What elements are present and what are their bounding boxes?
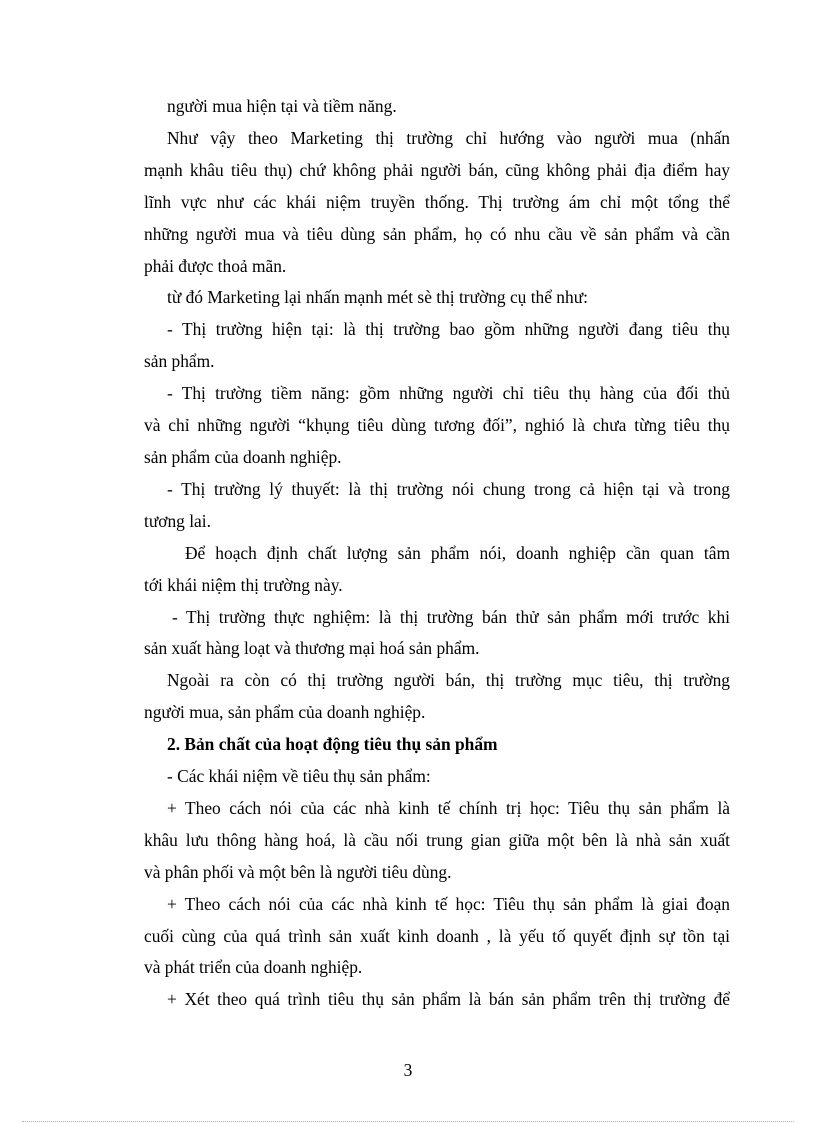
text-line: + Xét theo quá trình tiêu thụ sản phẩm là bán sản phẩm trên thị trường để	[167, 989, 730, 1010]
text-line: - Thị trường lý thuyết: là thị trường nói chung trong cả hiện tại và trong	[167, 478, 730, 499]
text-line: - Thị trường tiềm năng: gồm những người chỉ tiêu thụ hàng của đối thủ	[167, 383, 730, 404]
paragraph	[144, 538, 730, 602]
text-line: tương lai.	[144, 510, 211, 531]
body-text	[144, 91, 730, 1016]
paragraph	[167, 984, 730, 1016]
paragraph	[167, 282, 730, 314]
text-line: Để hoạch định chất lượng sản phẩm nói, doanh nghiệp cần quan tâm	[185, 542, 730, 563]
text-line: người mua hiện tại và tiềm năng.	[167, 96, 397, 116]
text-line: Ngoài ra còn có thị trường người bán, thị trường mục tiêu, thị trường	[167, 670, 730, 691]
text-line: - Thị trường thực nghiệm: là thị trường bán thử sản phẩm mới trước khi	[172, 606, 730, 627]
paragraph	[144, 474, 730, 538]
section-heading	[167, 729, 730, 761]
paragraph	[167, 761, 730, 793]
page-bottom-divider	[22, 1121, 794, 1122]
text-line: + Theo cách nói của các nhà kinh tế chính trị học: Tiêu thụ sản phẩm là	[167, 797, 730, 818]
page-number: 3	[403, 1060, 413, 1080]
text-line: sản phẩm.	[144, 351, 215, 372]
text-line: - Thị trường hiện tại: là thị trường bao gồm những người đang tiêu thụ	[167, 319, 730, 340]
text-line: phải được thoả mãn.	[144, 255, 287, 276]
text-line: những người mua và tiêu dùng sản phẩm, họ có nhu cầu về sản phẩm và cần	[144, 223, 730, 244]
paragraph	[144, 123, 730, 283]
text-line: từ đó Marketing lại nhấn mạnh mét sè thị trường cụ thể như:	[167, 287, 588, 308]
paragraph	[144, 378, 730, 474]
paragraph	[144, 314, 730, 378]
paragraph	[167, 91, 730, 123]
text-line: sản phẩm của doanh nghiệp.	[144, 446, 342, 467]
text-line: và chỉ những người “khụng tiêu dùng tương đối”, nghió là chưa từng tiêu thụ	[144, 415, 730, 436]
paragraph	[144, 665, 730, 729]
text-line: mạnh khâu tiêu thụ) chứ không phải người bán, cũng không phải địa điểm hay	[144, 159, 730, 180]
text-line: và phân phối và một bên là người tiêu dùng.	[144, 861, 452, 882]
text-line: người mua, sản phẩm của doanh nghiệp.	[144, 702, 426, 723]
paragraph	[144, 889, 730, 985]
text-line: Như vậy theo Marketing thị trường chỉ hướng vào người mua (nhấn	[167, 127, 730, 148]
paragraph	[144, 602, 730, 666]
text-line: - Các khái niệm về tiêu thụ sản phẩm:	[167, 766, 431, 787]
text-line: tới khái niệm thị trường này.	[144, 574, 343, 595]
text-line: và phát triển của doanh nghiệp.	[144, 957, 363, 978]
text-line: sản xuất hàng loạt và thương mại hoá sản phẩm.	[144, 638, 480, 659]
text-line: khâu lưu thông hàng hoá, là cầu nối trung gian giữa một bên là nhà sản xuất	[144, 829, 730, 850]
paragraph	[144, 793, 730, 889]
text-line: cuối cùng của quá trình sản xuất kinh doanh , là yếu tố quyết định sự tồn tại	[144, 925, 730, 946]
text-line: + Theo cách nói của các nhà kinh tế học: Tiêu thụ sản phẩm là giai đoạn	[167, 893, 730, 914]
text-line: lĩnh vực như các khái niệm truyền thống. Thị trường ám chỉ một tổng thể	[144, 191, 730, 212]
heading-text: 2. Bản chất của hoạt động tiêu thụ sản phẩm	[167, 734, 498, 755]
